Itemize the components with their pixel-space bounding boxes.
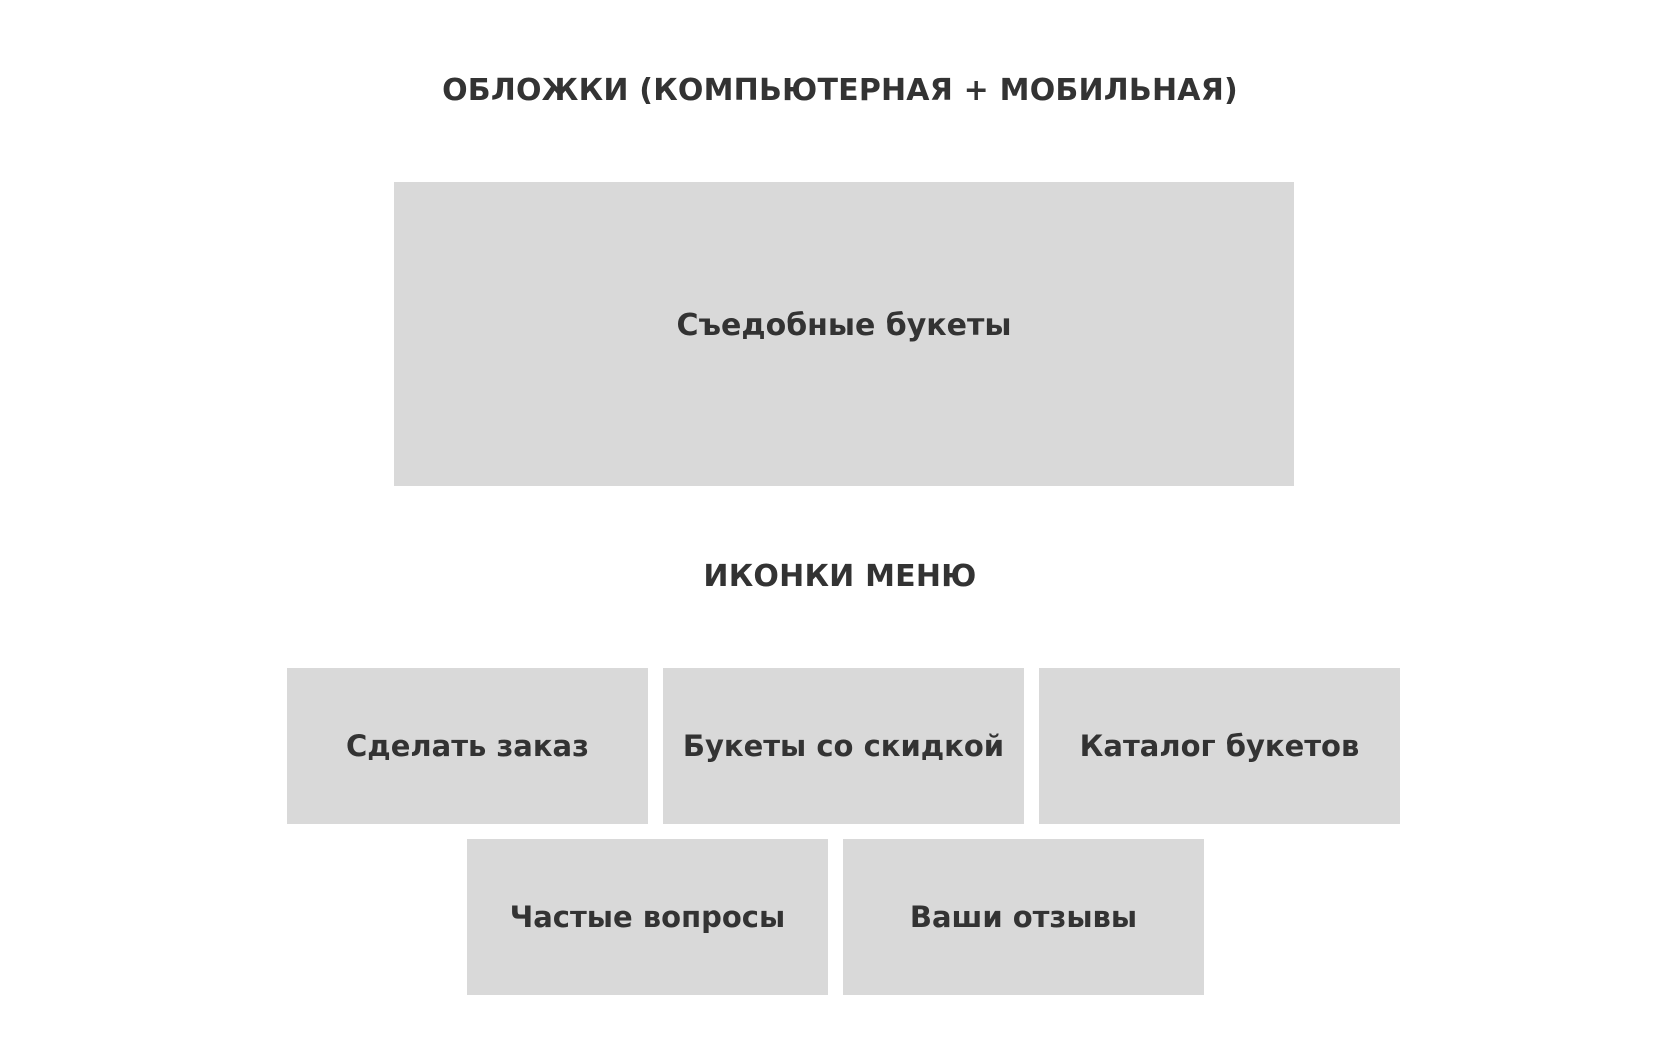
menu-item-label: Каталог букетов xyxy=(1079,729,1360,763)
menu-item-label: Ваши отзывы xyxy=(909,900,1138,934)
menu-item-label: Букеты со скидкой xyxy=(682,729,1005,763)
menu-icons-section-title: ИКОНКИ МЕНЮ xyxy=(703,559,977,594)
menu-item-bouquet-catalog[interactable] xyxy=(1039,668,1400,824)
menu-item-place-order[interactable] xyxy=(287,668,648,824)
cover-banner-label: Съедобные букеты xyxy=(676,307,1012,343)
menu-item-faq[interactable] xyxy=(467,839,828,995)
menu-item-discount-bouquets[interactable] xyxy=(663,668,1024,824)
menu-item-reviews[interactable] xyxy=(843,839,1204,995)
menu-item-label: Частые вопросы xyxy=(509,900,786,934)
cover-banner-edible-bouquets[interactable] xyxy=(394,182,1294,486)
menu-item-label: Сделать заказ xyxy=(346,729,589,763)
covers-section-title: ОБЛОЖКИ (КОМПЬЮТЕРНАЯ + МОБИЛЬНАЯ) xyxy=(442,73,1238,108)
